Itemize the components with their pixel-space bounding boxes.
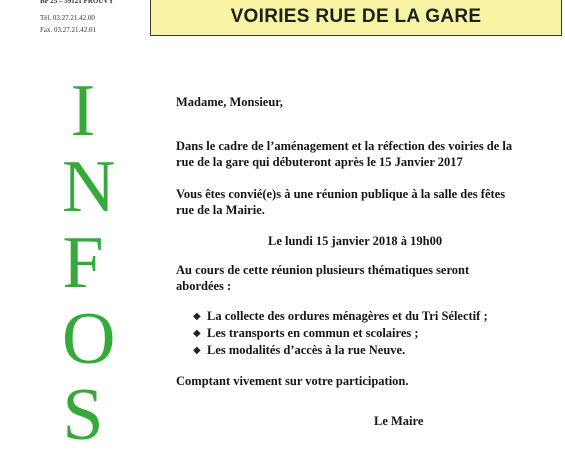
diamond-bullet-icon: ◆ bbox=[193, 345, 201, 356]
diamond-bullet-icon: ◆ bbox=[193, 311, 201, 322]
diamond-bullet-icon: ◆ bbox=[193, 328, 201, 339]
topic-text: La collecte des ordures ménagères et du Tri Sélectif ; bbox=[207, 309, 488, 323]
paragraph-line: rue de la gare qui débuteront après le 15 Janvier 2017 bbox=[176, 155, 463, 169]
meeting-date: Le lundi 15 janvier 2018 à 19h00 bbox=[268, 234, 443, 248]
signature: Le Maire bbox=[374, 414, 424, 428]
phone-number: Tél. 03.27.21.42.00 bbox=[40, 14, 95, 22]
fax-number: Fax. 03.27.21.42.01 bbox=[40, 26, 96, 34]
topics-list bbox=[193, 308, 488, 359]
info-letter-s: S bbox=[62, 374, 104, 456]
closing-line: Comptant vivement sur votre participation. bbox=[176, 374, 409, 388]
topic-item bbox=[193, 325, 488, 342]
paragraph-line: rue de la Mairie. bbox=[176, 203, 265, 217]
paragraph-line: Dans le cadre de l’aménagement et la réfection des voiries de la bbox=[176, 139, 513, 153]
topic-item bbox=[193, 308, 488, 325]
paragraph-line: Vous êtes convié(e)s à une réunion publique à la salle des fêtes bbox=[176, 187, 506, 201]
address-line: BP 25 – 59121 PROUVY bbox=[40, 0, 114, 5]
topic-text: Les modalités d’accès à la rue Neuve. bbox=[207, 343, 406, 357]
topic-item bbox=[193, 342, 488, 359]
topic-text: Les transports en commun et scolaires ; bbox=[207, 326, 419, 340]
paragraph-line: abordées : bbox=[176, 279, 232, 293]
title-banner bbox=[150, 0, 562, 36]
info-letter-i: I bbox=[70, 70, 96, 152]
banner-title: VOIRIES RUE DE LA GARE bbox=[230, 5, 482, 27]
info-letter-o: O bbox=[62, 298, 116, 380]
paragraph-line: Au cours de cette réunion plusieurs thématiques seront bbox=[176, 263, 470, 277]
info-letter-n: N bbox=[62, 146, 116, 228]
salutation: Madame, Monsieur, bbox=[176, 95, 283, 109]
info-letter-f: F bbox=[62, 222, 104, 304]
